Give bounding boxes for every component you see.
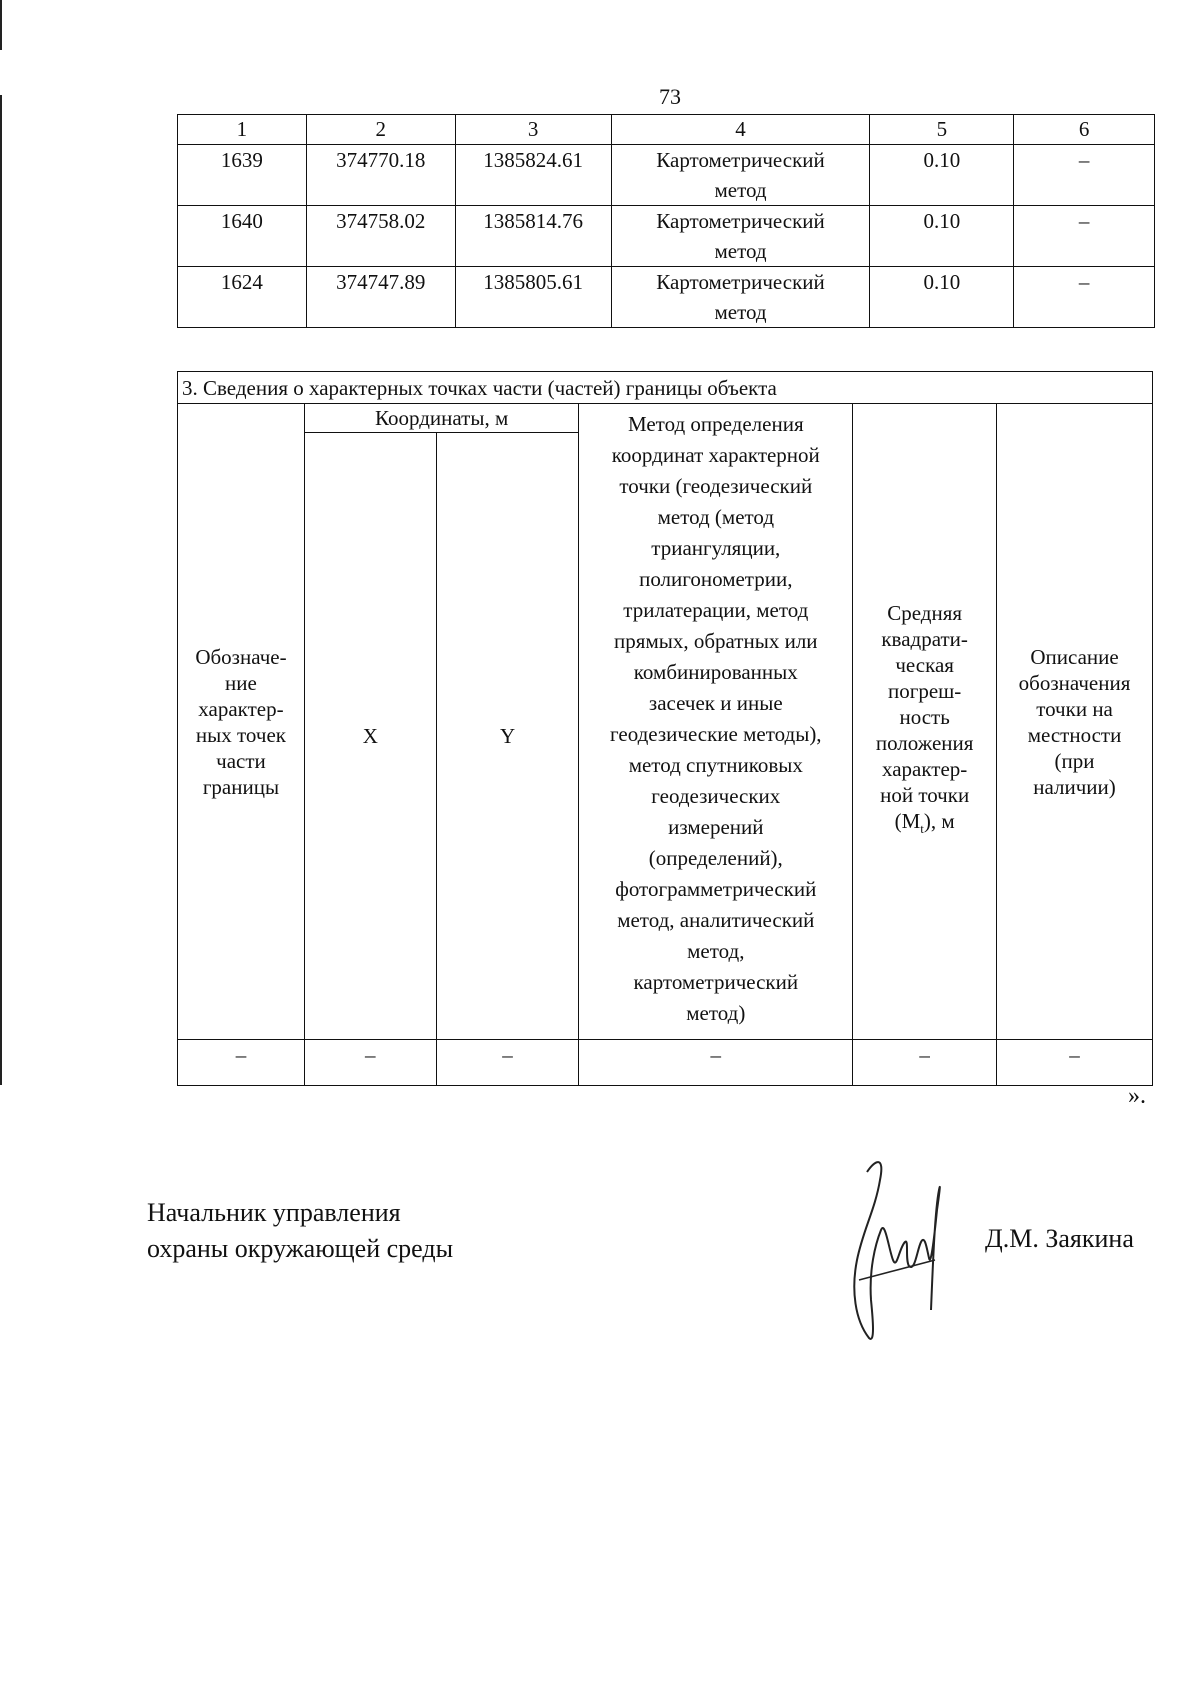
accuracy-symbol xyxy=(894,809,955,837)
header-text-line: геодезические методы), xyxy=(610,722,822,746)
accuracy: 0.10 xyxy=(870,206,1014,267)
part-boundary-points-table xyxy=(177,371,1153,1086)
header-text-line: измерений xyxy=(668,815,764,839)
empty-cell: – xyxy=(178,1040,305,1086)
header-text-line: местности xyxy=(1027,722,1122,747)
header-text-line: геодезических xyxy=(651,784,781,808)
table-row xyxy=(178,145,1155,206)
signatory-name: Д.М. Заякина xyxy=(985,1224,1134,1253)
header-text-line: координат характерной xyxy=(611,443,820,467)
description: – xyxy=(1014,145,1155,206)
header-text-line: метод, xyxy=(687,939,745,963)
y-coordinate: 1385814.76 xyxy=(455,206,611,267)
symbol-unit: ), м xyxy=(923,809,955,834)
method-line: метод xyxy=(714,239,767,263)
position-line: Начальник управления xyxy=(147,1198,401,1227)
header-text-line: триангуляции, xyxy=(651,536,781,560)
description: – xyxy=(1014,267,1155,328)
header-coordinates: Координаты, м xyxy=(304,404,578,433)
accuracy: 0.10 xyxy=(870,267,1014,328)
handwritten-signature xyxy=(845,1150,955,1350)
point-number: 1640 xyxy=(178,206,307,267)
table-row xyxy=(178,206,1155,267)
header-text-line: (определений), xyxy=(648,846,783,870)
y-coordinate: 1385824.61 xyxy=(455,145,611,206)
table-header-row xyxy=(178,115,1155,145)
description: – xyxy=(1014,206,1155,267)
header-text-line: ние xyxy=(225,670,257,695)
section-title-row xyxy=(178,372,1153,404)
header-description xyxy=(997,404,1153,1040)
y-coordinate: 1385805.61 xyxy=(455,267,611,328)
symbol-subscript: t xyxy=(920,821,924,837)
scan-edge-middle xyxy=(0,95,2,1085)
header-text-line: засечек и иные xyxy=(648,691,783,715)
method-line: Картометрический xyxy=(656,148,825,172)
method-cell xyxy=(611,145,870,206)
point-number: 1639 xyxy=(178,145,307,206)
closing-quote: ». xyxy=(1128,1083,1146,1109)
header-text-line: Метод определения xyxy=(627,412,804,436)
header-text-line: метод) xyxy=(686,1001,746,1025)
header-text-line: ность xyxy=(899,705,950,730)
position-line: охраны окружающей среды xyxy=(147,1234,454,1263)
method-cell xyxy=(611,206,870,267)
header-cell: 5 xyxy=(870,115,1014,145)
header-text-line: погреш- xyxy=(887,679,962,704)
header-y: Y xyxy=(436,433,579,1040)
header-text-line: наличии) xyxy=(1033,774,1116,799)
header-text-line: характер- xyxy=(881,757,968,782)
header-text-line: полигонометрии, xyxy=(639,567,793,591)
accuracy: 0.10 xyxy=(870,145,1014,206)
method-line: метод xyxy=(714,300,767,324)
header-text-line: ной точки xyxy=(880,783,970,808)
method-line: Картометрический xyxy=(656,270,825,294)
header-cell: 3 xyxy=(455,115,611,145)
header-text-line: точки (геодезический xyxy=(619,474,813,498)
point-number: 1624 xyxy=(178,267,307,328)
empty-cell: – xyxy=(579,1040,853,1086)
page-number: 73 xyxy=(659,84,681,109)
header-text-line: Описание xyxy=(1030,644,1119,669)
x-coordinate: 374770.18 xyxy=(306,145,455,206)
header-method xyxy=(579,404,853,1040)
header-text-line: ных точек xyxy=(195,722,286,747)
header-text-line: ческая xyxy=(895,653,954,678)
header-text-line: обозначения xyxy=(1018,670,1131,695)
empty-cell: – xyxy=(997,1040,1153,1086)
header-text-line: метод (метод xyxy=(657,505,775,529)
header-text-line: части xyxy=(216,748,266,773)
header-text-line: картометрический xyxy=(633,970,799,994)
header-text-line: Средняя xyxy=(887,601,963,626)
method-line: метод xyxy=(714,178,767,202)
section-title: 3. Сведения о характерных точках части (частей) границы объекта xyxy=(178,372,1153,404)
header-text-line: прямых, обратных или xyxy=(614,629,818,653)
header-row xyxy=(178,404,1153,433)
header-text-line: точки на xyxy=(1036,696,1113,721)
header-cell: 6 xyxy=(1014,115,1155,145)
x-coordinate: 374747.89 xyxy=(306,267,455,328)
header-text-line: квадрати- xyxy=(881,627,968,652)
signatory-position xyxy=(147,1195,453,1267)
header-text-line: положения xyxy=(875,731,974,756)
header-text-line: трилатерации, метод xyxy=(623,598,809,622)
header-designation xyxy=(178,404,305,1040)
header-text-line: (при xyxy=(1054,748,1095,773)
header-text-line: фотограмметрический xyxy=(615,877,817,901)
empty-cell: – xyxy=(436,1040,579,1086)
header-text-line: Обозначе- xyxy=(195,644,287,669)
table-row xyxy=(178,1040,1153,1086)
empty-cell: – xyxy=(304,1040,436,1086)
header-text-line: комбинированных xyxy=(633,660,798,684)
scan-edge-top xyxy=(0,0,2,50)
header-text-line: границы xyxy=(202,774,280,799)
header-text-line: метод спутниковых xyxy=(628,753,803,777)
header-text-line: характер- xyxy=(198,696,284,721)
header-cell: 2 xyxy=(306,115,455,145)
coordinates-table xyxy=(177,114,1155,328)
header-accuracy xyxy=(853,404,997,1040)
method-cell xyxy=(611,267,870,328)
symbol-text: (M xyxy=(894,809,921,834)
header-cell: 4 xyxy=(611,115,870,145)
header-x: X xyxy=(304,433,436,1040)
table-row xyxy=(178,267,1155,328)
empty-cell: – xyxy=(853,1040,997,1086)
header-text-line: метод, аналитический xyxy=(617,908,815,932)
x-coordinate: 374758.02 xyxy=(306,206,455,267)
method-line: Картометрический xyxy=(656,209,825,233)
header-cell: 1 xyxy=(178,115,307,145)
